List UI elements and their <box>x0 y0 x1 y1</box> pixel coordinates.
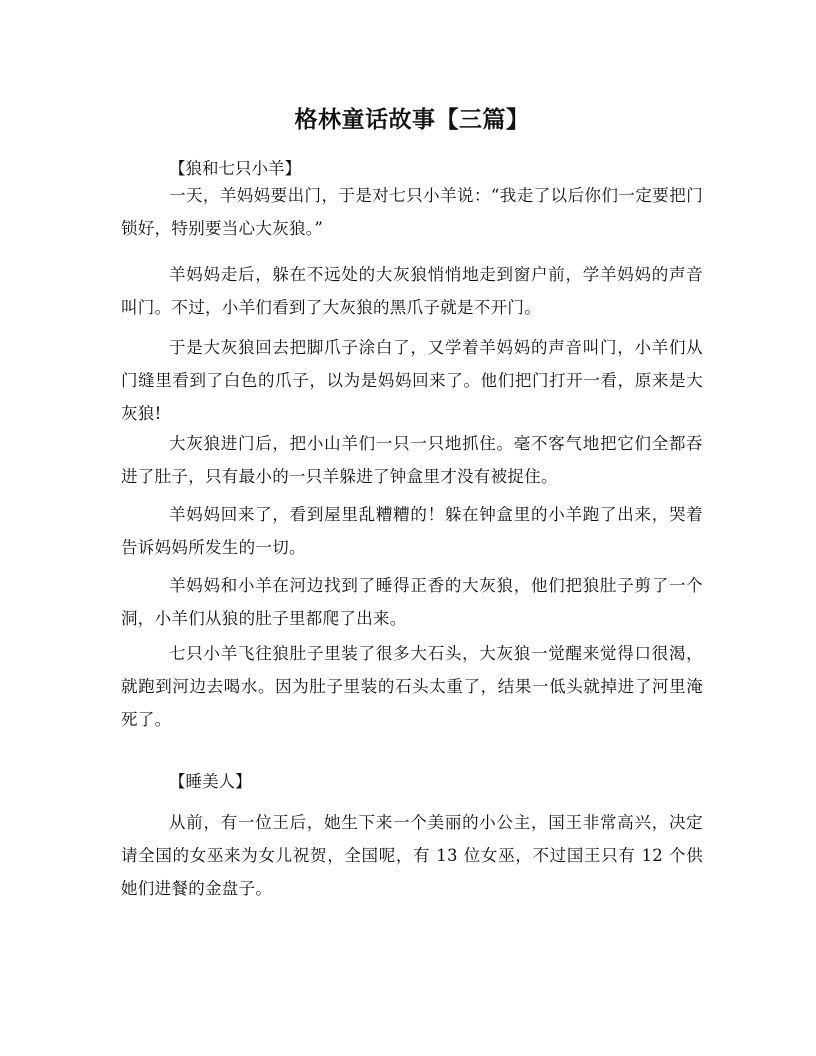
section-heading-wolf: 【狼和七只小羊】 <box>169 159 301 178</box>
paragraph: 七只小羊飞往狼肚子里装了很多大石头，大灰狼一觉醒来觉得口很渴，就跑到河边去喝水。因为肚子里装的石头太重了，结果一低头就掉进了河里淹死了。 <box>121 644 703 729</box>
paragraph: 一天，羊妈妈要出门，于是对七只小羊说：“我走了以后你们一定要把门锁好，特别要当心大灰狼。” <box>121 186 703 238</box>
paragraph: 大灰狼进门后，把小山羊们一只一只地抓住。毫不客气地把它们全都吞进了肚子，只有最小的一只羊躲进了钟盒里才没有被捉住。 <box>121 434 703 486</box>
paragraph: 羊妈妈回来了，看到屋里乱糟糟的！躲在钟盒里的小羊跑了出来，哭着告诉妈妈所发生的一切。 <box>121 505 703 557</box>
paragraph: 羊妈妈和小羊在河边找到了睡得正香的大灰狼，他们把狼肚子剪了一个洞，小羊们从狼的肚子里都爬了出来。 <box>121 576 703 628</box>
paragraph: 羊妈妈走后，躲在不远处的大灰狼悄悄地走到窗户前，学羊妈妈的声音叫门。不过，小羊们看到了大灰狼的黑爪子就是不开门。 <box>121 265 703 317</box>
document-title: 格林童话故事【三篇】 <box>294 107 530 133</box>
paragraph: 于是大灰狼回去把脚爪子涂白了，又学着羊妈妈的声音叫门，小羊们从门缝里看到了白色的爪子，以为是妈妈回来了。他们把门打开一看，原来是大灰狼! <box>121 338 703 423</box>
section-heading-sleeping-beauty: 【睡美人】 <box>169 772 252 791</box>
paragraph: 从前，有一位王后，她生下来一个美丽的小公主，国王非常高兴，决定请全国的女巫来为女儿祝贺，全国呢，有 13 位女巫，不过国王只有 12 个供她们进餐的金盘子。 <box>121 813 703 898</box>
